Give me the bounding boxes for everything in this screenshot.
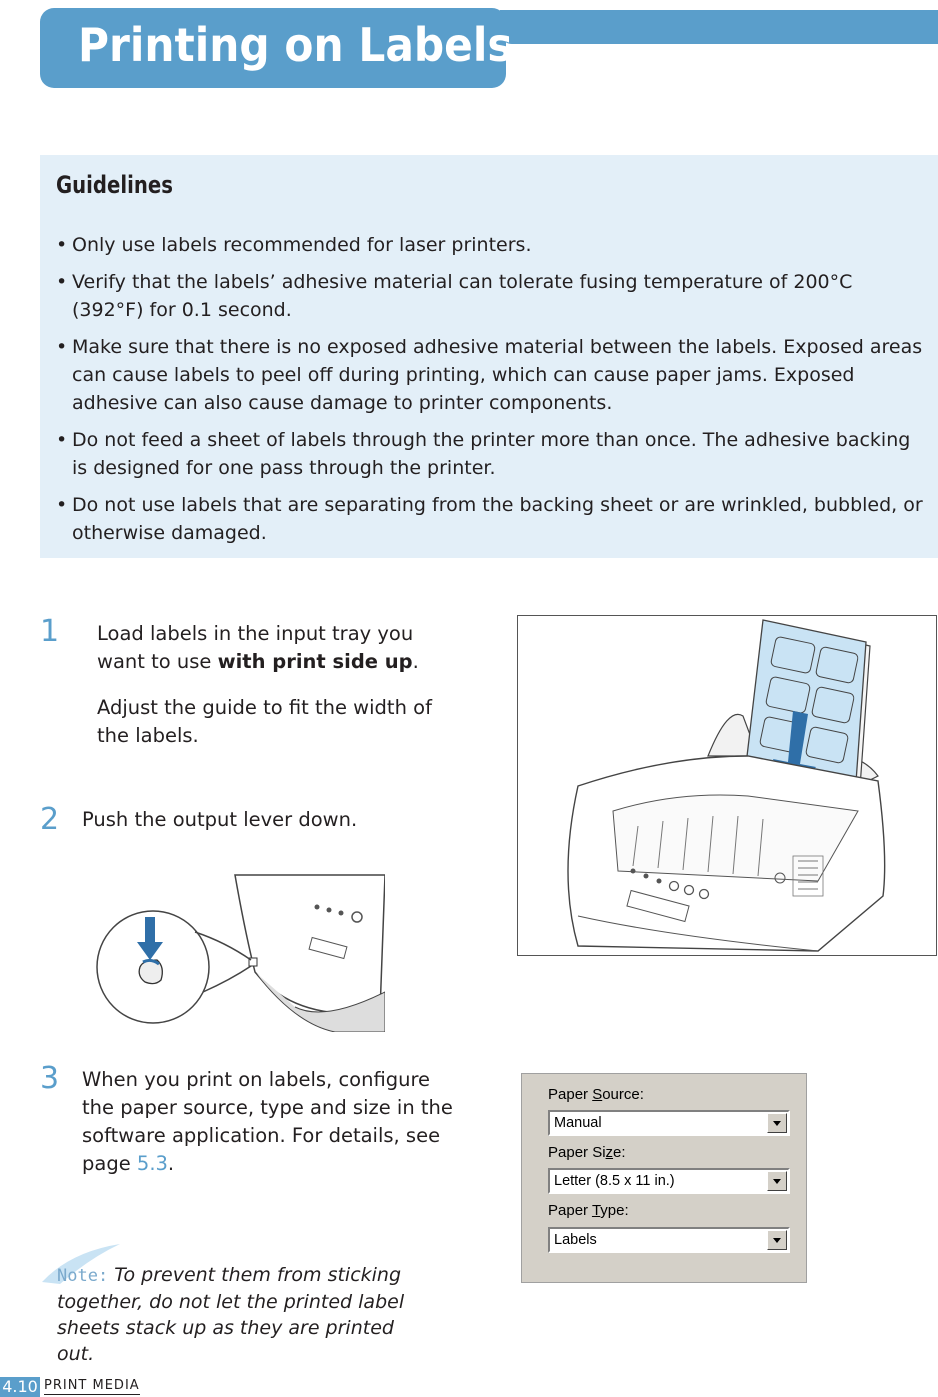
paper-type-label [548, 1202, 629, 1219]
label-part: Paper [548, 1202, 592, 1219]
guideline-item: • Do not use labels that are separating from the backing sheet or are wrinkled, bubbled, or otherwise damaged. [56, 491, 926, 547]
step-3-text [82, 1066, 467, 1178]
output-lever-illustration [95, 872, 385, 1032]
label-accelerator: S [592, 1086, 603, 1103]
step-3-number: 3 [40, 1061, 60, 1096]
label-part: Paper Si [548, 1144, 606, 1161]
paper-type-value: Labels [554, 1232, 597, 1248]
step-1-text-a: Load labels in the input tray you want to use [97, 622, 414, 673]
paper-size-label [548, 1144, 626, 1161]
section-title: PRINT MEDIA [44, 1378, 140, 1393]
dropdown-arrow-icon[interactable] [767, 1171, 787, 1191]
step-1-text [97, 620, 467, 750]
label-accelerator: T [591, 1202, 601, 1219]
guidelines-panel [40, 155, 938, 558]
label-part: ource: [602, 1086, 644, 1103]
guideline-item: • Make sure that there is no exposed adhesive material between the labels. Exposed areas can cause labels to peel off during printing, which can cause paper jams. Exposed adhesive can also cause damage to printer components. [56, 333, 926, 417]
step-3-text-body: When you print on labels, configure the paper source, type and size in the software application. For details, see page [82, 1068, 453, 1175]
label-part: Paper [548, 1086, 593, 1103]
step-3-period: . [167, 1152, 175, 1175]
page-link[interactable]: 5.3 [136, 1152, 168, 1175]
dropdown-arrow-icon[interactable] [767, 1230, 787, 1250]
guidelines-heading: Guidelines [56, 171, 173, 199]
guideline-item: • Do not feed a sheet of labels through the printer more than once. The adhesive backing is designed for one pass through the printer. [56, 426, 926, 482]
paper-settings-dialog [521, 1073, 807, 1283]
step-1-number: 1 [40, 614, 60, 649]
paper-type-select[interactable] [548, 1227, 790, 1253]
guidelines-list [56, 231, 926, 556]
paper-source-value: Manual [554, 1115, 602, 1131]
paper-size-value: Letter (8.5 x 11 in.) [554, 1173, 675, 1189]
label-part: e: [613, 1144, 626, 1161]
paper-source-label [548, 1086, 644, 1103]
paper-source-select[interactable] [548, 1110, 790, 1136]
note-text: To prevent them from sticking together, do not let the printed label sheets stack up as they are printed out. [57, 1264, 405, 1365]
step-1-bold: with print side up [217, 650, 413, 673]
guideline-item: • Only use labels recommended for laser printers. [56, 231, 926, 259]
step-1-text-b: Adjust the guide to fit the width of the labels. [97, 696, 432, 747]
note-tag: Note: [57, 1266, 109, 1286]
page-title: Printing on Labels [78, 18, 513, 72]
note [57, 1262, 437, 1367]
step-2-number: 2 [40, 802, 60, 837]
guideline-item: • Verify that the labels’ adhesive material can tolerate fusing temperature of 200°C (392°F) for 0.1 second. [56, 268, 926, 324]
paper-size-select[interactable] [548, 1168, 790, 1194]
label-part: ype: [600, 1202, 629, 1219]
step-2-text: Push the output lever down. [82, 808, 358, 831]
dialog-body [536, 1082, 798, 1276]
dropdown-arrow-icon[interactable] [767, 1113, 787, 1133]
page-number: 4.10 [0, 1377, 40, 1397]
title-bar-extension [500, 10, 938, 44]
printer-label-loading-illustration [517, 615, 937, 956]
label-accelerator: z [605, 1144, 614, 1161]
step-1-period: . [412, 650, 419, 673]
